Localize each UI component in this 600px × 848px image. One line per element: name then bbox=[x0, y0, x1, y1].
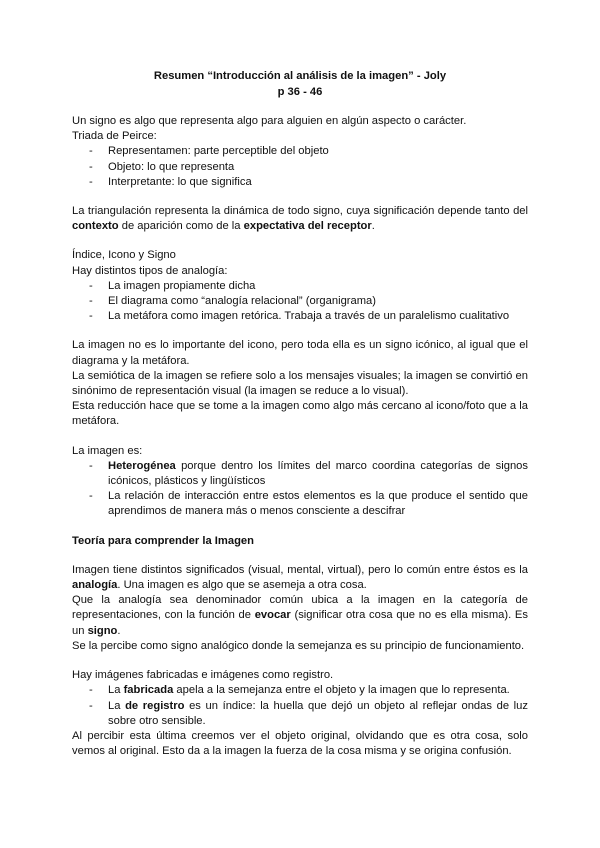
icon-paragraph-2: La semiótica de la imagen se refiere solo a los mensajes visuales; la imagen se convirtió en sinónimo de representación visual (la imagen se reduce a lo visual). bbox=[72, 369, 528, 398]
list-item: - Representamen: parte perceptible del objeto bbox=[72, 144, 528, 159]
icon-paragraph-1: La imagen no es lo importante del icono, pero toda ella es un signo icónico, al igual que el diagrama y la metáfora. bbox=[72, 339, 528, 367]
image-is-lead: La imagen es: bbox=[72, 444, 143, 457]
index-heading: Índice, Icono y Signo bbox=[72, 249, 176, 262]
list-item: - La relación de interacción entre estos elementos es la que produce el sentido que aprendimos de manera más o menos consciente a descifrar bbox=[72, 489, 528, 519]
title-line-1: Resumen “Introducción al análisis de la imagen” - Joly bbox=[153, 70, 447, 82]
analogy-list bbox=[72, 279, 528, 325]
theory-paragraph-1: Imagen tiene distintos significados (visual, mental, virtual), pero lo común entre éstos es la analogía. Una imagen es algo que se asemeja a otra cosa. bbox=[72, 563, 528, 592]
bold-term: expectativa del receptor bbox=[243, 220, 372, 233]
document-title bbox=[72, 68, 528, 100]
theory-paragraph-3: Se la percibe como signo analógico donde la semejanza es su principio de funcionamiento. bbox=[72, 639, 525, 652]
document-page bbox=[72, 68, 528, 759]
peirce-list bbox=[72, 144, 528, 190]
bold-term: analogía bbox=[72, 579, 118, 592]
bold-term: signo bbox=[87, 624, 118, 637]
bold-term: fabricada bbox=[123, 684, 174, 697]
fabricated-lead: Hay imágenes fabricadas e imágenes como registro. bbox=[72, 669, 334, 682]
bold-term: contexto bbox=[72, 220, 119, 233]
icon-paragraph-3: Esta reducción hace que se tome a la imagen como algo más cercano al icono/foto que a la metáfora. bbox=[72, 400, 528, 428]
list-item: - Interpretante: lo que significa bbox=[72, 175, 528, 190]
bold-term: evocar bbox=[254, 609, 291, 622]
closing-paragraph: Al percibir esta última creemos ver el objeto original, olvidando que es otra cosa, solo vemos al original. Esto da a la imagen la fuerza de la cosa misma y se origina confusión. bbox=[72, 729, 528, 758]
triangulation-paragraph: La triangulación representa la dinámica de todo signo, cuya significación depende tanto del contexto de aparición como de la expectativa del receptor. bbox=[72, 205, 528, 233]
intro-line-2: Triada de Peirce: bbox=[72, 130, 157, 143]
intro-line-1: Un signo es algo que representa algo para alguien en algún aspecto o carácter. bbox=[72, 115, 467, 127]
image-is-list bbox=[72, 459, 528, 520]
bold-term: de registro bbox=[125, 699, 185, 712]
fabricated-list bbox=[72, 683, 528, 729]
bold-term: Heterogénea bbox=[108, 459, 176, 472]
list-item: - El diagrama como “analogía relacional” (organigrama) bbox=[72, 294, 528, 309]
index-lead: Hay distintos tipos de analogía: bbox=[72, 264, 228, 277]
list-item: - La de registro es un índice: la huella que dejó un objeto al reflejar ondas de luz sobre otro sensible. bbox=[72, 699, 528, 729]
list-item: - La metáfora como imagen retórica. Trabaja a través de un paralelismo cualitativo bbox=[72, 309, 528, 324]
list-item: - La fabricada apela a la semejanza entre el objeto y la imagen que lo representa. bbox=[72, 683, 528, 698]
theory-paragraph-2: Que la analogía sea denominador común ubica a la imagen en la categoría de representaciones, con la función de evocar (significar otra cosa que no es ella misma). Es un signo. bbox=[72, 594, 528, 637]
list-item: - La imagen propiamente dicha bbox=[72, 279, 528, 294]
list-item: - Objeto: lo que representa bbox=[72, 160, 528, 175]
section-heading: Teoría para comprender la Imagen bbox=[72, 534, 254, 547]
list-item: - Heterogénea porque dentro los límites del marco coordina categorías de signos icónicos, plásticos y lingüísticos bbox=[72, 459, 528, 489]
title-line-2: p 36 - 46 bbox=[277, 86, 323, 98]
